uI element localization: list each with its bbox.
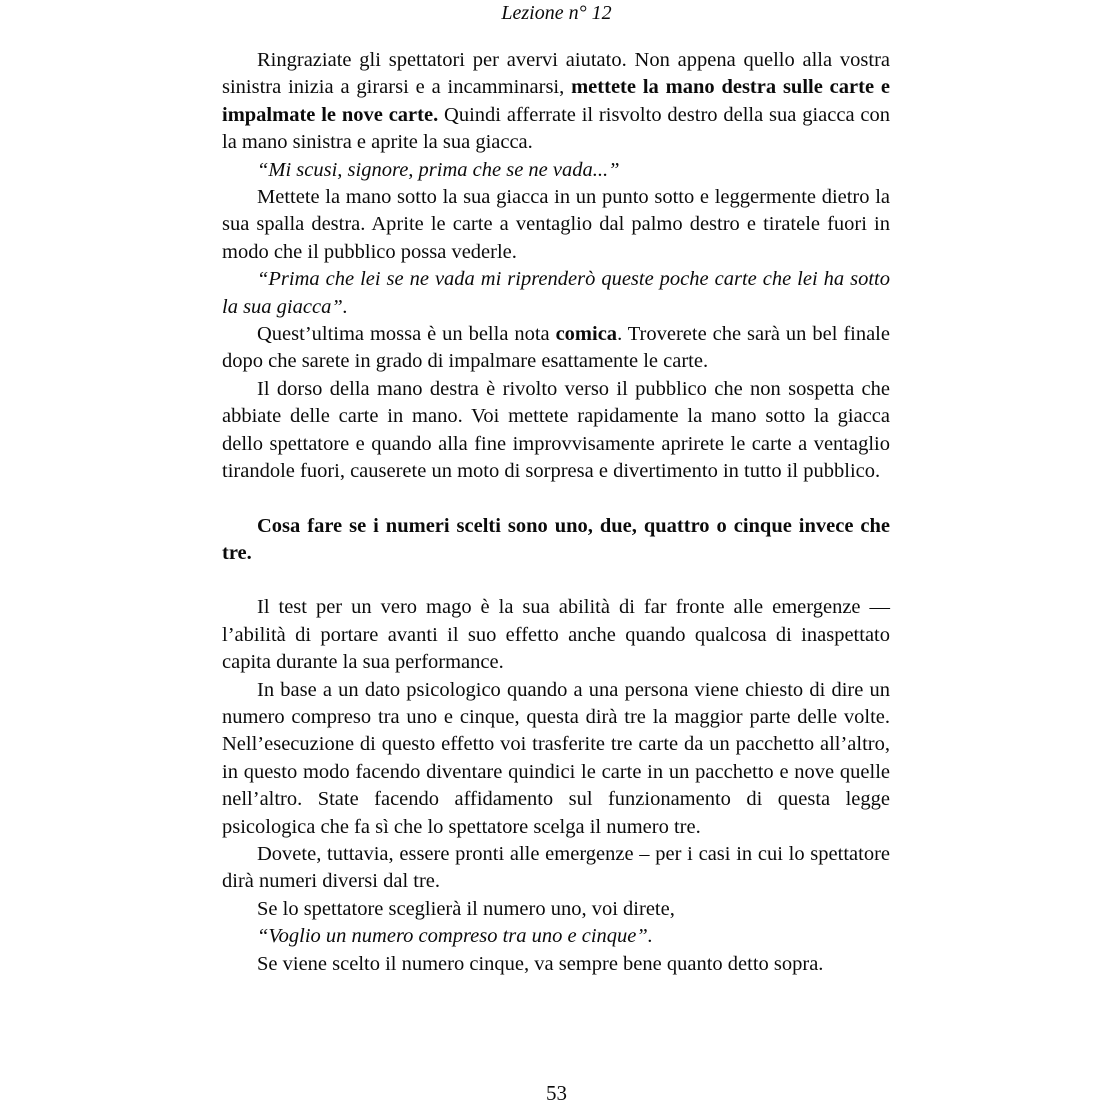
text-run: Quindi afferrate il risvolto destro della sua giacca con la mano sinistra e aprite la sua giacca. [222, 103, 890, 154]
quote-paragraph [222, 923, 890, 950]
body-paragraph [222, 184, 890, 266]
text-run: Quest’ultima mossa è un bella nota [257, 323, 556, 346]
text-run: mettete la mano destra sulle carte e impalmate le nove carte. [222, 76, 891, 126]
text-run: “Mi scusi, signore, prima che se ne vada...” [257, 158, 620, 181]
page-body [222, 47, 890, 978]
text-run: Ringraziate gli spettatori per avervi aiutato. Non appena quello alla vostra sinistra inizia a girarsi e a incamminarsi, [222, 49, 890, 99]
body-paragraph [222, 47, 890, 157]
body-paragraph [222, 896, 890, 923]
text-run: Se lo spettatore sceglierà il numero uno, voi direte, [257, 897, 675, 920]
text-run: Dovete, tuttavia, essere pronti alle emergenze – per i casi in cui lo spettatore dirà numeri diversi dal tre. [222, 842, 890, 893]
text-run: Se viene scelto il numero cinque, va sempre bene quanto detto sopra. [257, 952, 824, 975]
running-header: Lezione n° 12 [501, 2, 612, 24]
body-paragraph [222, 321, 890, 376]
text-run: “Prima che lei se ne vada mi riprenderò queste poche carte che lei ha sotto la sua giacca”. [222, 268, 890, 318]
body-paragraph [222, 594, 890, 676]
body-paragraph [222, 677, 890, 841]
section-heading [222, 513, 890, 568]
body-paragraph [222, 841, 890, 896]
text-run: comica [555, 323, 618, 346]
text-run: Il test per un vero mago è la sua abilità di far fronte alle emergenze — l’abilità di portare avanti il suo effetto anche quando qualcosa di inaspettato capita durante la sua performance. [222, 596, 890, 674]
quote-paragraph [222, 157, 890, 184]
text-run: Il dorso della mano destra è rivolto verso il pubblico che non sospetta che abbiate delle carte in mano. Voi mettete rapidamente la mano sotto la giacca dello spettatore e quando alla fine improvvisamente aprirete le carte a ventaglio tirandole fuori, causerete un moto di sorpresa e divertimento in tutto il pubblico. [222, 377, 890, 483]
page-number: 53 [546, 1081, 567, 1105]
text-run: Cosa fare se i numeri scelti sono uno, due, quattro o cinque invece che tre. [222, 514, 890, 564]
text-run: “Voglio un numero compreso tra uno e cinque”. [257, 925, 653, 948]
body-paragraph [222, 376, 890, 486]
quote-paragraph [222, 266, 890, 321]
text-run: Mettete la mano sotto la sua giacca in un punto sotto e leggermente dietro la sua spalla destra. Aprite le carte a ventaglio dal palmo destro e tiratele fuori in modo che il pubblico possa vederle. [222, 186, 890, 263]
text-run: . Troverete che sarà un bel finale dopo che sarete in grado di impalmare esattamente le carte. [222, 323, 890, 373]
text-run: In base a un dato psicologico quando a una persona viene chiesto di dire un numero compreso tra uno e cinque, questa dirà tre la maggior parte delle volte. Nell’esecuzione di questo effetto voi trasferite tre carte da un pacchetto all’altro, in questo modo facendo diventare quindici le carte in un pacchetto e nove quelle nell’altro. State facendo affidamento sul funzionamento di questa legge psicologica che fa sì che lo spettatore scelga il numero tre. [222, 678, 890, 838]
body-paragraph [222, 951, 890, 978]
